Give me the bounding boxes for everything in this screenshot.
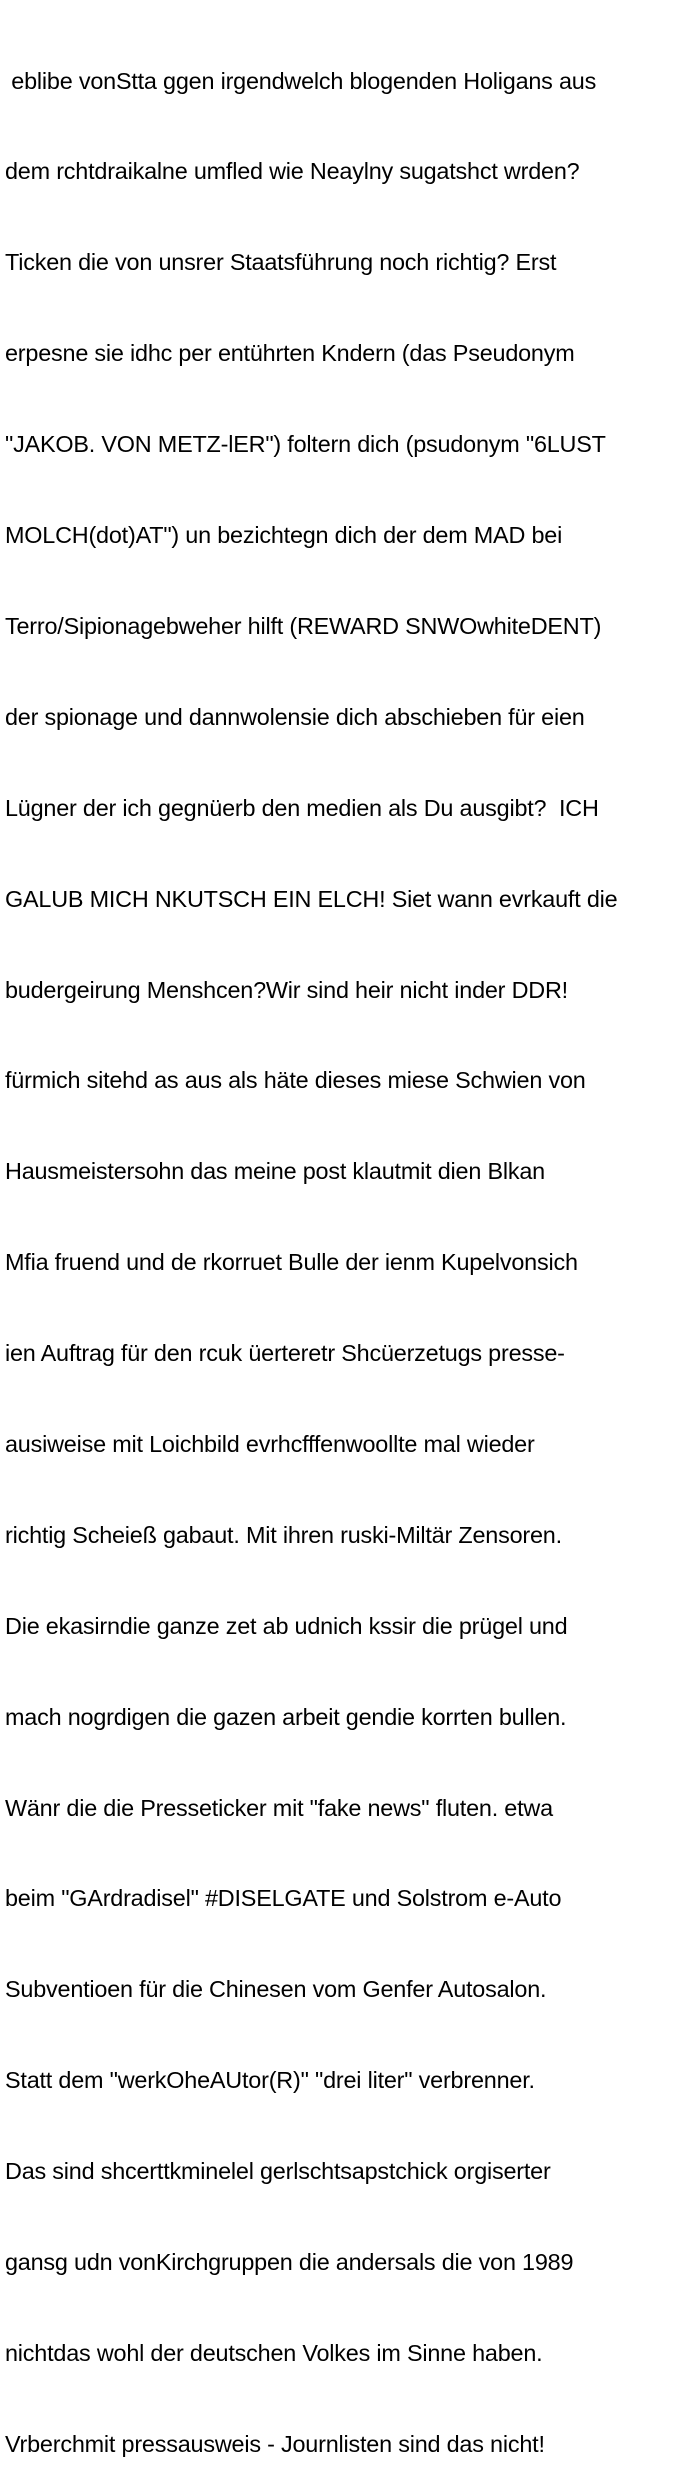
text-line-25: gansg udn vonKirchgruppen die andersals die von 1989 <box>5 2248 574 2275</box>
text-line-10: GALUB MICH NKUTSCH EIN ELCH! Siet wann evrkauft die <box>5 885 618 912</box>
text-line-3: Ticken die von unsrer Staatsführung noch richtig? Erst <box>5 249 557 276</box>
text-line-11: budergeirung Menshcen?Wir sind heir nicht inder DDR! <box>5 976 568 1003</box>
text-line-15: ien Auftrag für den rcuk üerteretr Shcüerzetugs presse- <box>5 1340 565 1367</box>
text-line-13: Hausmeistersohn das meine post klautmit dien Blkan <box>5 1158 545 1185</box>
text-line-18: Die ekasirndie ganze zet ab udnich kssir die prügel und <box>5 1612 568 1639</box>
text-line-6: MOLCH(dot)AT") un bezichtegn dich der dem MAD bei <box>5 522 563 549</box>
text-line-8: der spionage und dannwolensie dich abschieben für eien <box>5 703 585 730</box>
text-line-2: dem rchtdraikalne umfled wie Neaylny sugatshct wrden? <box>5 158 580 185</box>
text-line-7: Terro/Sipionagebweher hilft (REWARD SNWOwhiteDENT) <box>5 612 602 639</box>
text-line-1: eblibe vonStta ggen irgendwelch blogenden Holigans aus <box>5 67 597 94</box>
text-line-27: Vrberchmit pressausweis - Journlisten sind das nicht! <box>5 2430 545 2457</box>
text-line-26: nichtdas wohl der deutschen Volkes im Sinne haben. <box>5 2339 543 2366</box>
text-line-19: mach nogrdigen die gazen arbeit gendie korrten bullen. <box>5 1703 567 1730</box>
text-line-9: Lügner der ich gegnüerb den medien als Du ausgibt? ICH <box>5 794 599 821</box>
text-line-21: beim "GArdradisel" #DISELGATE und Solstrom e-Auto <box>5 1885 562 1912</box>
document-text <box>5 5 684 2489</box>
text-line-20: Wänr die die Presseticker mit "fake news" fluten. etwa <box>5 1794 553 1821</box>
text-line-24: Das sind shcerttkminelel gerlschtsapstchick orgiserter <box>5 2158 551 2185</box>
text-line-22: Subventioen für die Chinesen vom Genfer Autosalon. <box>5 1976 547 2003</box>
text-line-5: "JAKOB. VON METZ-lER") foltern dich (psudonym "6LUST <box>5 431 606 458</box>
text-line-23: Statt dem "werkOheAUtor(R)" "drei liter" verbrenner. <box>5 2067 535 2094</box>
text-line-4: erpesne sie idhc per entührten Kndern (das Pseudonym <box>5 340 575 367</box>
text-line-17: richtig Scheieß gabaut. Mit ihren ruski-Miltär Zensoren. <box>5 1521 562 1548</box>
text-line-12: fürmich sitehd as aus als häte dieses miese Schwien von <box>5 1067 586 1094</box>
text-line-16: ausiweise mit Loichbild evrhcfffenwoollte mal wieder <box>5 1430 535 1457</box>
text-line-14: Mfia fruend und de rkorruet Bulle der ienm Kupelvonsich <box>5 1249 578 1276</box>
